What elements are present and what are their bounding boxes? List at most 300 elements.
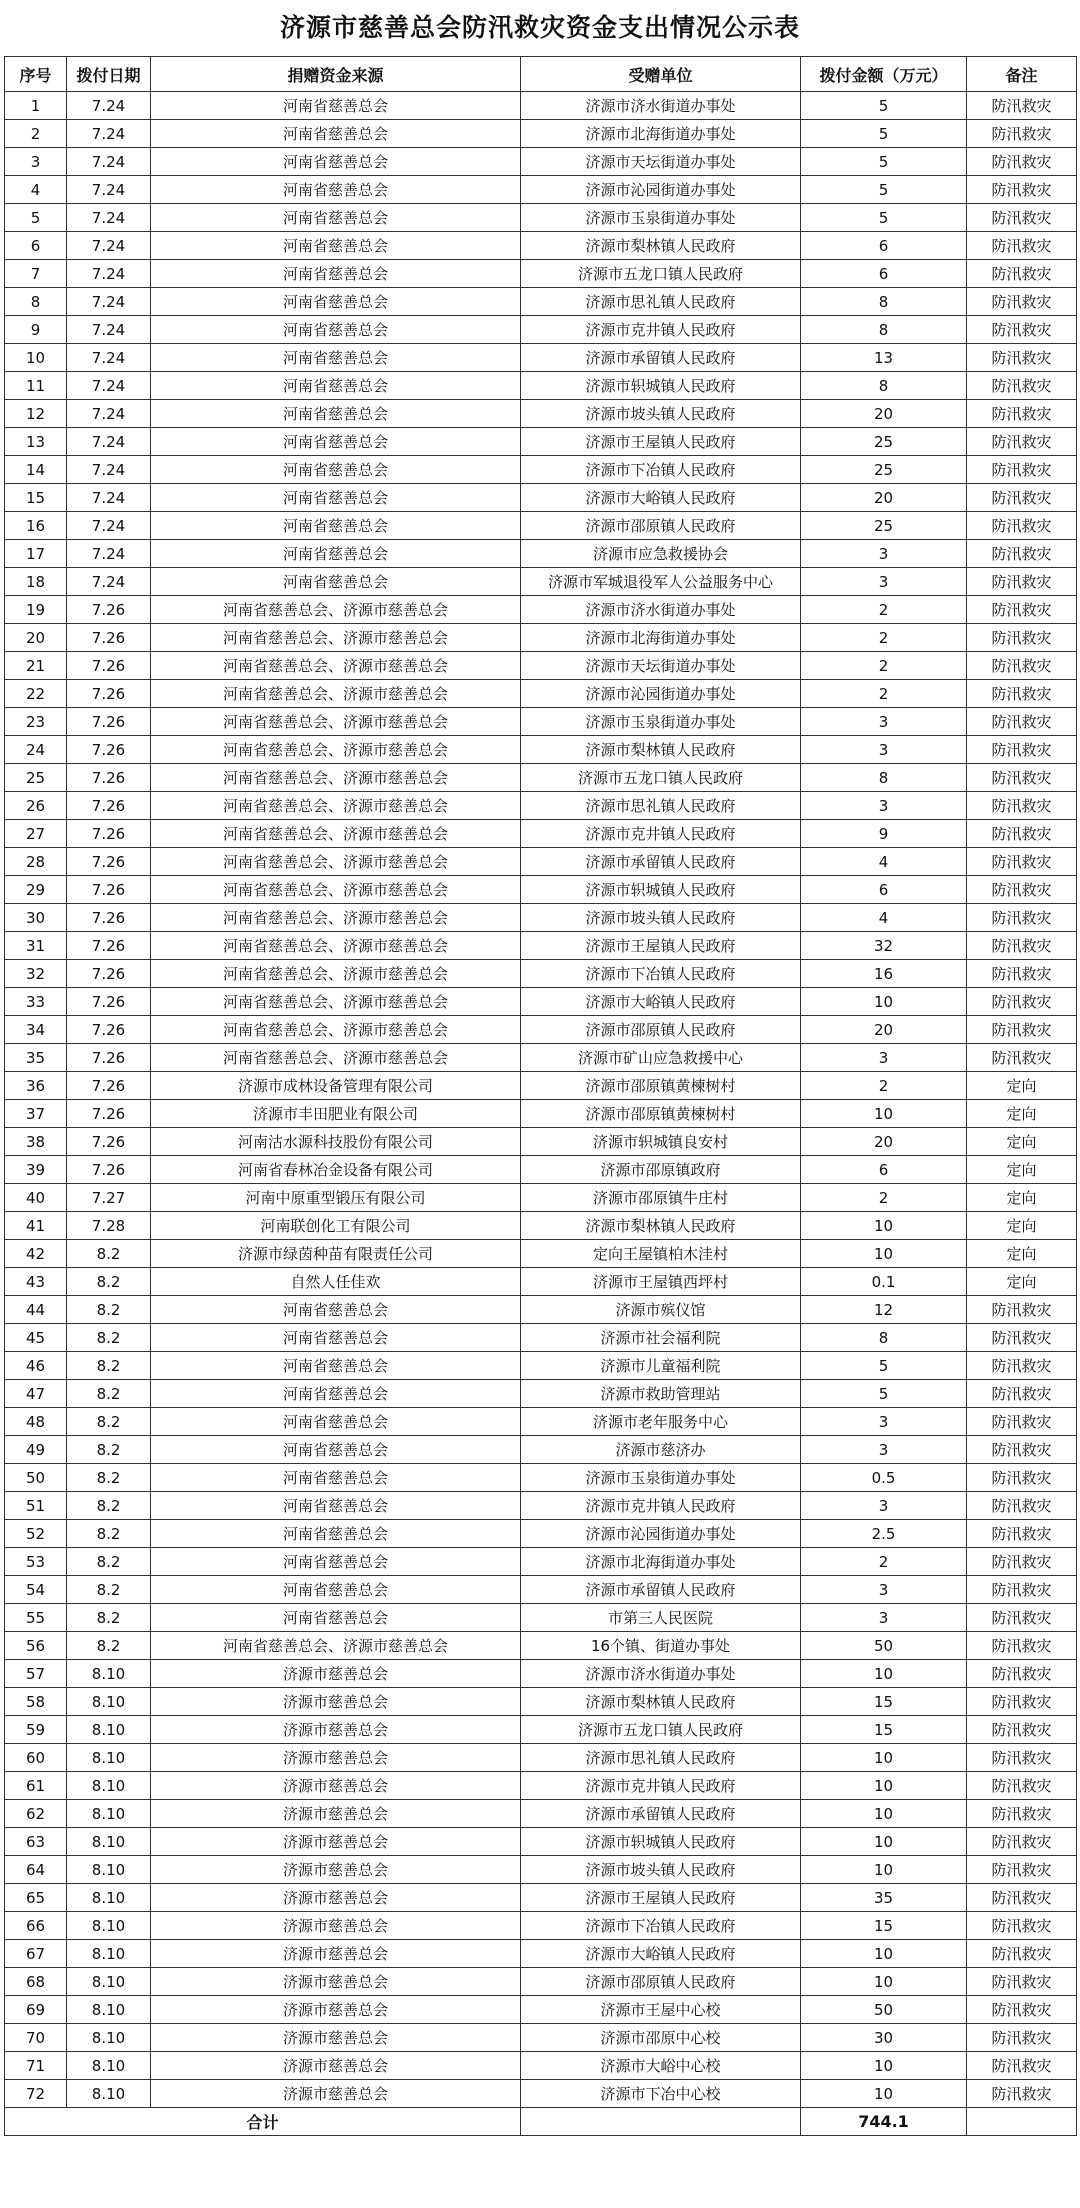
row-number: 15 — [5, 484, 67, 512]
table-row — [5, 988, 1077, 1016]
payment-date: 7.24 — [67, 204, 151, 232]
amount: 6 — [801, 260, 967, 288]
payment-date: 7.27 — [67, 1184, 151, 1212]
table-row — [5, 232, 1077, 260]
amount: 4 — [801, 848, 967, 876]
table-row — [5, 1380, 1077, 1408]
total-note — [967, 2108, 1077, 2136]
amount: 6 — [801, 1156, 967, 1184]
note: 防汛救灾 — [967, 176, 1077, 204]
donation-source: 河南省慈善总会 — [151, 204, 521, 232]
amount: 10 — [801, 1212, 967, 1240]
donation-source: 河南联创化工有限公司 — [151, 1212, 521, 1240]
table-row — [5, 204, 1077, 232]
payment-date: 7.24 — [67, 540, 151, 568]
note: 防汛救灾 — [967, 92, 1077, 120]
row-number: 42 — [5, 1240, 67, 1268]
table-row — [5, 1884, 1077, 1912]
row-number: 37 — [5, 1100, 67, 1128]
note: 防汛救灾 — [967, 904, 1077, 932]
row-number: 5 — [5, 204, 67, 232]
recipient: 济源市北海街道办事处 — [521, 624, 801, 652]
recipient: 济源市梨林镇人民政府 — [521, 736, 801, 764]
table-row — [5, 1996, 1077, 2024]
payment-date: 7.24 — [67, 92, 151, 120]
donation-source: 济源市慈善总会 — [151, 1716, 521, 1744]
row-number: 44 — [5, 1296, 67, 1324]
table-row — [5, 288, 1077, 316]
amount: 2 — [801, 596, 967, 624]
recipient: 济源市邵原中心校 — [521, 2024, 801, 2052]
table-row — [5, 316, 1077, 344]
row-number: 57 — [5, 1660, 67, 1688]
donation-source: 自然人任佳欢 — [151, 1268, 521, 1296]
note: 防汛救灾 — [967, 652, 1077, 680]
payment-date: 8.2 — [67, 1464, 151, 1492]
amount: 5 — [801, 92, 967, 120]
amount: 2 — [801, 624, 967, 652]
payment-date: 7.26 — [67, 1016, 151, 1044]
donation-source: 河南省慈善总会 — [151, 120, 521, 148]
recipient: 济源市邵原镇黄楝树村 — [521, 1100, 801, 1128]
donation-source: 河南省慈善总会 — [151, 372, 521, 400]
row-number: 31 — [5, 932, 67, 960]
table-row — [5, 2080, 1077, 2108]
payment-date: 8.10 — [67, 1660, 151, 1688]
row-number: 38 — [5, 1128, 67, 1156]
payment-date: 7.24 — [67, 316, 151, 344]
donation-source: 河南省慈善总会 — [151, 92, 521, 120]
amount: 8 — [801, 1324, 967, 1352]
row-number: 33 — [5, 988, 67, 1016]
note: 防汛救灾 — [967, 876, 1077, 904]
row-number: 19 — [5, 596, 67, 624]
note: 定向 — [967, 1072, 1077, 1100]
payment-date: 8.2 — [67, 1436, 151, 1464]
note: 防汛救灾 — [967, 1856, 1077, 1884]
row-number: 14 — [5, 456, 67, 484]
donation-source: 济源市慈善总会 — [151, 2052, 521, 2080]
table-row — [5, 1548, 1077, 1576]
donation-source: 河南省慈善总会 — [151, 1380, 521, 1408]
row-number: 30 — [5, 904, 67, 932]
recipient: 济源市天坛街道办事处 — [521, 652, 801, 680]
note: 防汛救灾 — [967, 148, 1077, 176]
table-row — [5, 1856, 1077, 1884]
header-date: 拨付日期 — [67, 57, 151, 92]
row-number: 18 — [5, 568, 67, 596]
note: 定向 — [967, 1156, 1077, 1184]
amount: 8 — [801, 372, 967, 400]
row-number: 53 — [5, 1548, 67, 1576]
recipient: 济源市殡仪馆 — [521, 1296, 801, 1324]
donation-source: 河南省慈善总会 — [151, 456, 521, 484]
recipient: 济源市北海街道办事处 — [521, 1548, 801, 1576]
payment-date: 7.26 — [67, 876, 151, 904]
donation-source: 河南省慈善总会 — [151, 1604, 521, 1632]
donation-source: 济源市慈善总会 — [151, 2024, 521, 2052]
note: 防汛救灾 — [967, 624, 1077, 652]
row-number: 68 — [5, 1968, 67, 1996]
table-row — [5, 176, 1077, 204]
payment-date: 7.26 — [67, 904, 151, 932]
table-row — [5, 1940, 1077, 1968]
table-row — [5, 848, 1077, 876]
payment-date: 8.10 — [67, 2024, 151, 2052]
payment-date: 7.26 — [67, 596, 151, 624]
note: 防汛救灾 — [967, 1996, 1077, 2024]
recipient: 济源市邵原镇人民政府 — [521, 512, 801, 540]
donation-source: 河南沽水源科技股份有限公司 — [151, 1128, 521, 1156]
row-number: 32 — [5, 960, 67, 988]
payment-date: 7.24 — [67, 344, 151, 372]
amount: 6 — [801, 232, 967, 260]
payment-date: 8.10 — [67, 1744, 151, 1772]
amount: 3 — [801, 708, 967, 736]
table-row — [5, 736, 1077, 764]
expenditure-table — [4, 56, 1077, 2136]
payment-date: 7.26 — [67, 652, 151, 680]
payment-date: 7.28 — [67, 1212, 151, 1240]
payment-date: 7.26 — [67, 736, 151, 764]
payment-date: 7.24 — [67, 400, 151, 428]
row-number: 3 — [5, 148, 67, 176]
donation-source: 河南省慈善总会 — [151, 1548, 521, 1576]
row-number: 45 — [5, 1324, 67, 1352]
donation-source: 河南省慈善总会 — [151, 1492, 521, 1520]
payment-date: 7.26 — [67, 820, 151, 848]
amount: 6 — [801, 876, 967, 904]
amount: 10 — [801, 1660, 967, 1688]
note: 防汛救灾 — [967, 932, 1077, 960]
row-number: 27 — [5, 820, 67, 848]
table-row — [5, 1240, 1077, 1268]
table-row — [5, 960, 1077, 988]
row-number: 71 — [5, 2052, 67, 2080]
amount: 8 — [801, 764, 967, 792]
donation-source: 河南省慈善总会 — [151, 1296, 521, 1324]
note: 防汛救灾 — [967, 960, 1077, 988]
recipient: 济源市克井镇人民政府 — [521, 316, 801, 344]
table-row — [5, 876, 1077, 904]
row-number: 62 — [5, 1800, 67, 1828]
row-number: 49 — [5, 1436, 67, 1464]
donation-source: 河南省慈善总会、济源市慈善总会 — [151, 680, 521, 708]
amount: 10 — [801, 2052, 967, 2080]
header-amount: 拨付金额（万元） — [801, 57, 967, 92]
table-row — [5, 1688, 1077, 1716]
header-note: 备注 — [967, 57, 1077, 92]
amount: 25 — [801, 512, 967, 540]
total-spacer — [521, 2108, 801, 2136]
recipient: 济源市社会福利院 — [521, 1324, 801, 1352]
note: 防汛救灾 — [967, 1352, 1077, 1380]
recipient: 济源市沁园街道办事处 — [521, 176, 801, 204]
recipient: 济源市坡头镇人民政府 — [521, 904, 801, 932]
recipient: 济源市王屋中心校 — [521, 1996, 801, 2024]
amount: 8 — [801, 288, 967, 316]
recipient: 济源市五龙口镇人民政府 — [521, 260, 801, 288]
row-number: 17 — [5, 540, 67, 568]
row-number: 46 — [5, 1352, 67, 1380]
donation-source: 河南省春林冶金设备有限公司 — [151, 1156, 521, 1184]
donation-source: 河南省慈善总会、济源市慈善总会 — [151, 708, 521, 736]
amount: 10 — [801, 1856, 967, 1884]
table-row — [5, 1324, 1077, 1352]
payment-date: 8.2 — [67, 1380, 151, 1408]
payment-date: 8.2 — [67, 1632, 151, 1660]
donation-source: 济源市慈善总会 — [151, 1744, 521, 1772]
amount: 3 — [801, 1576, 967, 1604]
recipient: 市第三人民医院 — [521, 1604, 801, 1632]
table-row — [5, 1352, 1077, 1380]
donation-source: 河南省慈善总会 — [151, 1436, 521, 1464]
note: 定向 — [967, 1268, 1077, 1296]
row-number: 28 — [5, 848, 67, 876]
table-row — [5, 540, 1077, 568]
note: 防汛救灾 — [967, 1912, 1077, 1940]
note: 防汛救灾 — [967, 708, 1077, 736]
note: 防汛救灾 — [967, 1604, 1077, 1632]
amount: 20 — [801, 400, 967, 428]
recipient: 济源市王屋镇人民政府 — [521, 1884, 801, 1912]
donation-source: 济源市慈善总会 — [151, 1884, 521, 1912]
recipient: 定向王屋镇柏木洼村 — [521, 1240, 801, 1268]
table-row — [5, 596, 1077, 624]
note: 防汛救灾 — [967, 736, 1077, 764]
row-number: 24 — [5, 736, 67, 764]
table-row — [5, 1912, 1077, 1940]
recipient: 济源市轵城镇人民政府 — [521, 1828, 801, 1856]
table-row — [5, 1072, 1077, 1100]
recipient: 济源市济水街道办事处 — [521, 596, 801, 624]
amount: 2 — [801, 1184, 967, 1212]
donation-source: 河南省慈善总会 — [151, 260, 521, 288]
note: 防汛救灾 — [967, 1800, 1077, 1828]
row-number: 58 — [5, 1688, 67, 1716]
row-number: 39 — [5, 1156, 67, 1184]
note: 防汛救灾 — [967, 428, 1077, 456]
amount: 3 — [801, 1436, 967, 1464]
table-row — [5, 148, 1077, 176]
recipient: 济源市邵原镇政府 — [521, 1156, 801, 1184]
recipient: 济源市邵原镇人民政府 — [521, 1016, 801, 1044]
note: 防汛救灾 — [967, 1968, 1077, 1996]
note: 防汛救灾 — [967, 1380, 1077, 1408]
donation-source: 河南省慈善总会、济源市慈善总会 — [151, 624, 521, 652]
note: 防汛救灾 — [967, 400, 1077, 428]
donation-source: 河南省慈善总会、济源市慈善总会 — [151, 596, 521, 624]
amount: 10 — [801, 1772, 967, 1800]
amount: 0.1 — [801, 1268, 967, 1296]
payment-date: 8.10 — [67, 1856, 151, 1884]
note: 防汛救灾 — [967, 1436, 1077, 1464]
recipient: 济源市王屋镇人民政府 — [521, 932, 801, 960]
recipient: 济源市济水街道办事处 — [521, 1660, 801, 1688]
row-number: 11 — [5, 372, 67, 400]
row-number: 12 — [5, 400, 67, 428]
row-number: 52 — [5, 1520, 67, 1548]
note: 防汛救灾 — [967, 1324, 1077, 1352]
table-row — [5, 260, 1077, 288]
amount: 4 — [801, 904, 967, 932]
recipient: 济源市儿童福利院 — [521, 1352, 801, 1380]
table-row — [5, 2024, 1077, 2052]
recipient: 济源市坡头镇人民政府 — [521, 1856, 801, 1884]
table-row — [5, 1604, 1077, 1632]
amount: 2.5 — [801, 1520, 967, 1548]
page-title: 济源市慈善总会防汛救灾资金支出情况公示表 — [279, 13, 800, 42]
note: 防汛救灾 — [967, 1016, 1077, 1044]
payment-date: 7.26 — [67, 792, 151, 820]
payment-date: 8.2 — [67, 1604, 151, 1632]
amount: 10 — [801, 1100, 967, 1128]
table-row — [5, 344, 1077, 372]
note: 定向 — [967, 1184, 1077, 1212]
row-number: 48 — [5, 1408, 67, 1436]
row-number: 55 — [5, 1604, 67, 1632]
amount: 2 — [801, 680, 967, 708]
table-row — [5, 120, 1077, 148]
row-number: 70 — [5, 2024, 67, 2052]
table-row — [5, 1772, 1077, 1800]
row-number: 4 — [5, 176, 67, 204]
note: 定向 — [967, 1100, 1077, 1128]
row-number: 23 — [5, 708, 67, 736]
amount: 2 — [801, 1548, 967, 1576]
donation-source: 河南省慈善总会 — [151, 428, 521, 456]
row-number: 7 — [5, 260, 67, 288]
donation-source: 河南省慈善总会、济源市慈善总会 — [151, 792, 521, 820]
recipient: 济源市王屋镇西坪村 — [521, 1268, 801, 1296]
payment-date: 7.26 — [67, 960, 151, 988]
table-row — [5, 1100, 1077, 1128]
note: 防汛救灾 — [967, 120, 1077, 148]
row-number: 16 — [5, 512, 67, 540]
row-number: 43 — [5, 1268, 67, 1296]
amount: 3 — [801, 1044, 967, 1072]
payment-date: 7.24 — [67, 484, 151, 512]
note: 防汛救灾 — [967, 1660, 1077, 1688]
payment-date: 8.2 — [67, 1240, 151, 1268]
note: 定向 — [967, 1212, 1077, 1240]
amount: 3 — [801, 736, 967, 764]
recipient: 16个镇、街道办事处 — [521, 1632, 801, 1660]
note: 定向 — [967, 1128, 1077, 1156]
table-row — [5, 1492, 1077, 1520]
payment-date: 7.26 — [67, 680, 151, 708]
recipient: 济源市北海街道办事处 — [521, 120, 801, 148]
table-row — [5, 1408, 1077, 1436]
payment-date: 7.26 — [67, 1044, 151, 1072]
note: 防汛救灾 — [967, 1884, 1077, 1912]
recipient: 济源市王屋镇人民政府 — [521, 428, 801, 456]
recipient: 济源市坡头镇人民政府 — [521, 400, 801, 428]
recipient: 济源市天坛街道办事处 — [521, 148, 801, 176]
row-number: 35 — [5, 1044, 67, 1072]
table-row — [5, 1828, 1077, 1856]
payment-date: 7.26 — [67, 848, 151, 876]
row-number: 6 — [5, 232, 67, 260]
donation-source: 河南省慈善总会 — [151, 1576, 521, 1604]
table-row — [5, 708, 1077, 736]
amount: 5 — [801, 120, 967, 148]
amount: 2 — [801, 1072, 967, 1100]
table-row — [5, 372, 1077, 400]
donation-source: 济源市慈善总会 — [151, 1940, 521, 1968]
payment-date: 8.10 — [67, 1688, 151, 1716]
recipient: 济源市思礼镇人民政府 — [521, 792, 801, 820]
table-row — [5, 1968, 1077, 1996]
recipient: 济源市慈济办 — [521, 1436, 801, 1464]
row-number: 40 — [5, 1184, 67, 1212]
table-row — [5, 652, 1077, 680]
payment-date: 8.10 — [67, 1884, 151, 1912]
donation-source: 济源市慈善总会 — [151, 1772, 521, 1800]
note: 防汛救灾 — [967, 1464, 1077, 1492]
payment-date: 7.24 — [67, 120, 151, 148]
payment-date: 8.10 — [67, 1968, 151, 1996]
donation-source: 河南省慈善总会、济源市慈善总会 — [151, 904, 521, 932]
table-row — [5, 1576, 1077, 1604]
payment-date: 7.26 — [67, 1072, 151, 1100]
row-number: 65 — [5, 1884, 67, 1912]
payment-date: 8.2 — [67, 1268, 151, 1296]
table-row — [5, 512, 1077, 540]
recipient: 济源市承留镇人民政府 — [521, 1576, 801, 1604]
donation-source: 河南省慈善总会、济源市慈善总会 — [151, 848, 521, 876]
note: 防汛救灾 — [967, 2052, 1077, 2080]
table-row — [5, 792, 1077, 820]
payment-date: 7.24 — [67, 456, 151, 484]
row-number: 41 — [5, 1212, 67, 1240]
recipient: 济源市玉泉街道办事处 — [521, 204, 801, 232]
table-row — [5, 456, 1077, 484]
table-row — [5, 1296, 1077, 1324]
amount: 5 — [801, 176, 967, 204]
note: 防汛救灾 — [967, 792, 1077, 820]
payment-date: 7.24 — [67, 232, 151, 260]
note: 防汛救灾 — [967, 820, 1077, 848]
payment-date: 7.26 — [67, 1100, 151, 1128]
recipient: 济源市思礼镇人民政府 — [521, 1744, 801, 1772]
note: 防汛救灾 — [967, 1408, 1077, 1436]
amount: 35 — [801, 1884, 967, 1912]
recipient: 济源市下冶镇人民政府 — [521, 960, 801, 988]
amount: 32 — [801, 932, 967, 960]
row-number: 25 — [5, 764, 67, 792]
note: 定向 — [967, 1240, 1077, 1268]
table-row — [5, 1632, 1077, 1660]
note: 防汛救灾 — [967, 848, 1077, 876]
row-number: 60 — [5, 1744, 67, 1772]
payment-date: 8.2 — [67, 1296, 151, 1324]
recipient: 济源市矿山应急救援中心 — [521, 1044, 801, 1072]
donation-source: 济源市慈善总会 — [151, 1968, 521, 1996]
header-row — [5, 57, 1077, 92]
recipient: 济源市济水街道办事处 — [521, 92, 801, 120]
donation-source: 河南省慈善总会 — [151, 484, 521, 512]
payment-date: 8.10 — [67, 1716, 151, 1744]
donation-source: 河南省慈善总会 — [151, 512, 521, 540]
amount: 3 — [801, 568, 967, 596]
header-no: 序号 — [5, 57, 67, 92]
donation-source: 河南省慈善总会、济源市慈善总会 — [151, 1016, 521, 1044]
donation-source: 河南省慈善总会 — [151, 176, 521, 204]
row-number: 54 — [5, 1576, 67, 1604]
row-number: 20 — [5, 624, 67, 652]
note: 防汛救灾 — [967, 1492, 1077, 1520]
